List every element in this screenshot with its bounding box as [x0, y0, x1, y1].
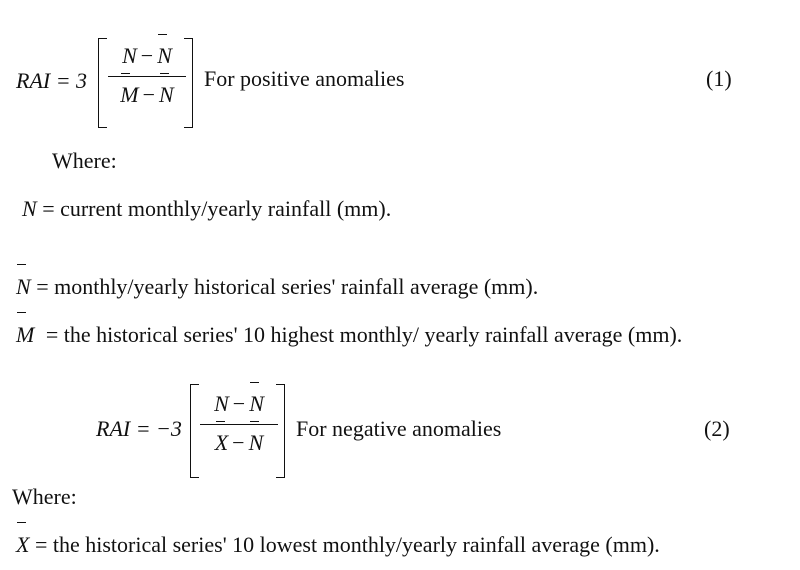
- where-label-1: Where:: [52, 148, 117, 173]
- eq2-left-bracket: [190, 384, 199, 478]
- eq1-fraction: [108, 44, 186, 107]
- def-nbar-symbol: N: [16, 274, 31, 300]
- eq2-fraction-line: [200, 424, 278, 425]
- where-label-2: Where:: [12, 484, 77, 509]
- eq2-denominator: X − N: [215, 431, 264, 455]
- eq2-right-bracket: [276, 384, 285, 478]
- eq1-right-bracket: [184, 38, 193, 128]
- def-xbar-symbol: X: [16, 532, 29, 558]
- eq1-number: (1): [706, 66, 732, 91]
- eq2-numerator: N − N: [214, 392, 264, 416]
- def-mbar-text: = the historical series' 10 highest monthly/ yearly rainfall average (mm).: [45, 322, 683, 347]
- def-nbar-text: = monthly/yearly historical series' rainfall average (mm).: [36, 274, 539, 299]
- def-nbar: [16, 274, 538, 300]
- eq1-lhs: RAI = 3: [16, 68, 88, 93]
- def-n-text: = current monthly/yearly rainfall (mm).: [42, 196, 392, 221]
- eq1-denominator: M − N: [120, 83, 173, 107]
- eq2-description: For negative anomalies: [296, 416, 502, 441]
- eq1-numerator: N − N: [122, 44, 172, 68]
- def-xbar: [16, 532, 660, 558]
- eq2-lhs: RAI = −3: [96, 416, 182, 441]
- eq2-fraction: [200, 392, 278, 455]
- def-n: [22, 196, 391, 222]
- eq2-number: (2): [704, 416, 730, 441]
- eq1-left-bracket: [98, 38, 107, 128]
- eq1-fraction-line: [108, 76, 186, 77]
- def-mbar-symbol: M: [16, 322, 34, 348]
- def-mbar: [16, 322, 682, 348]
- def-xbar-text: = the historical series' 10 lowest monthly/yearly rainfall average (mm).: [34, 532, 660, 557]
- eq1-description: For positive anomalies: [204, 66, 405, 91]
- def-n-symbol: N: [22, 196, 37, 221]
